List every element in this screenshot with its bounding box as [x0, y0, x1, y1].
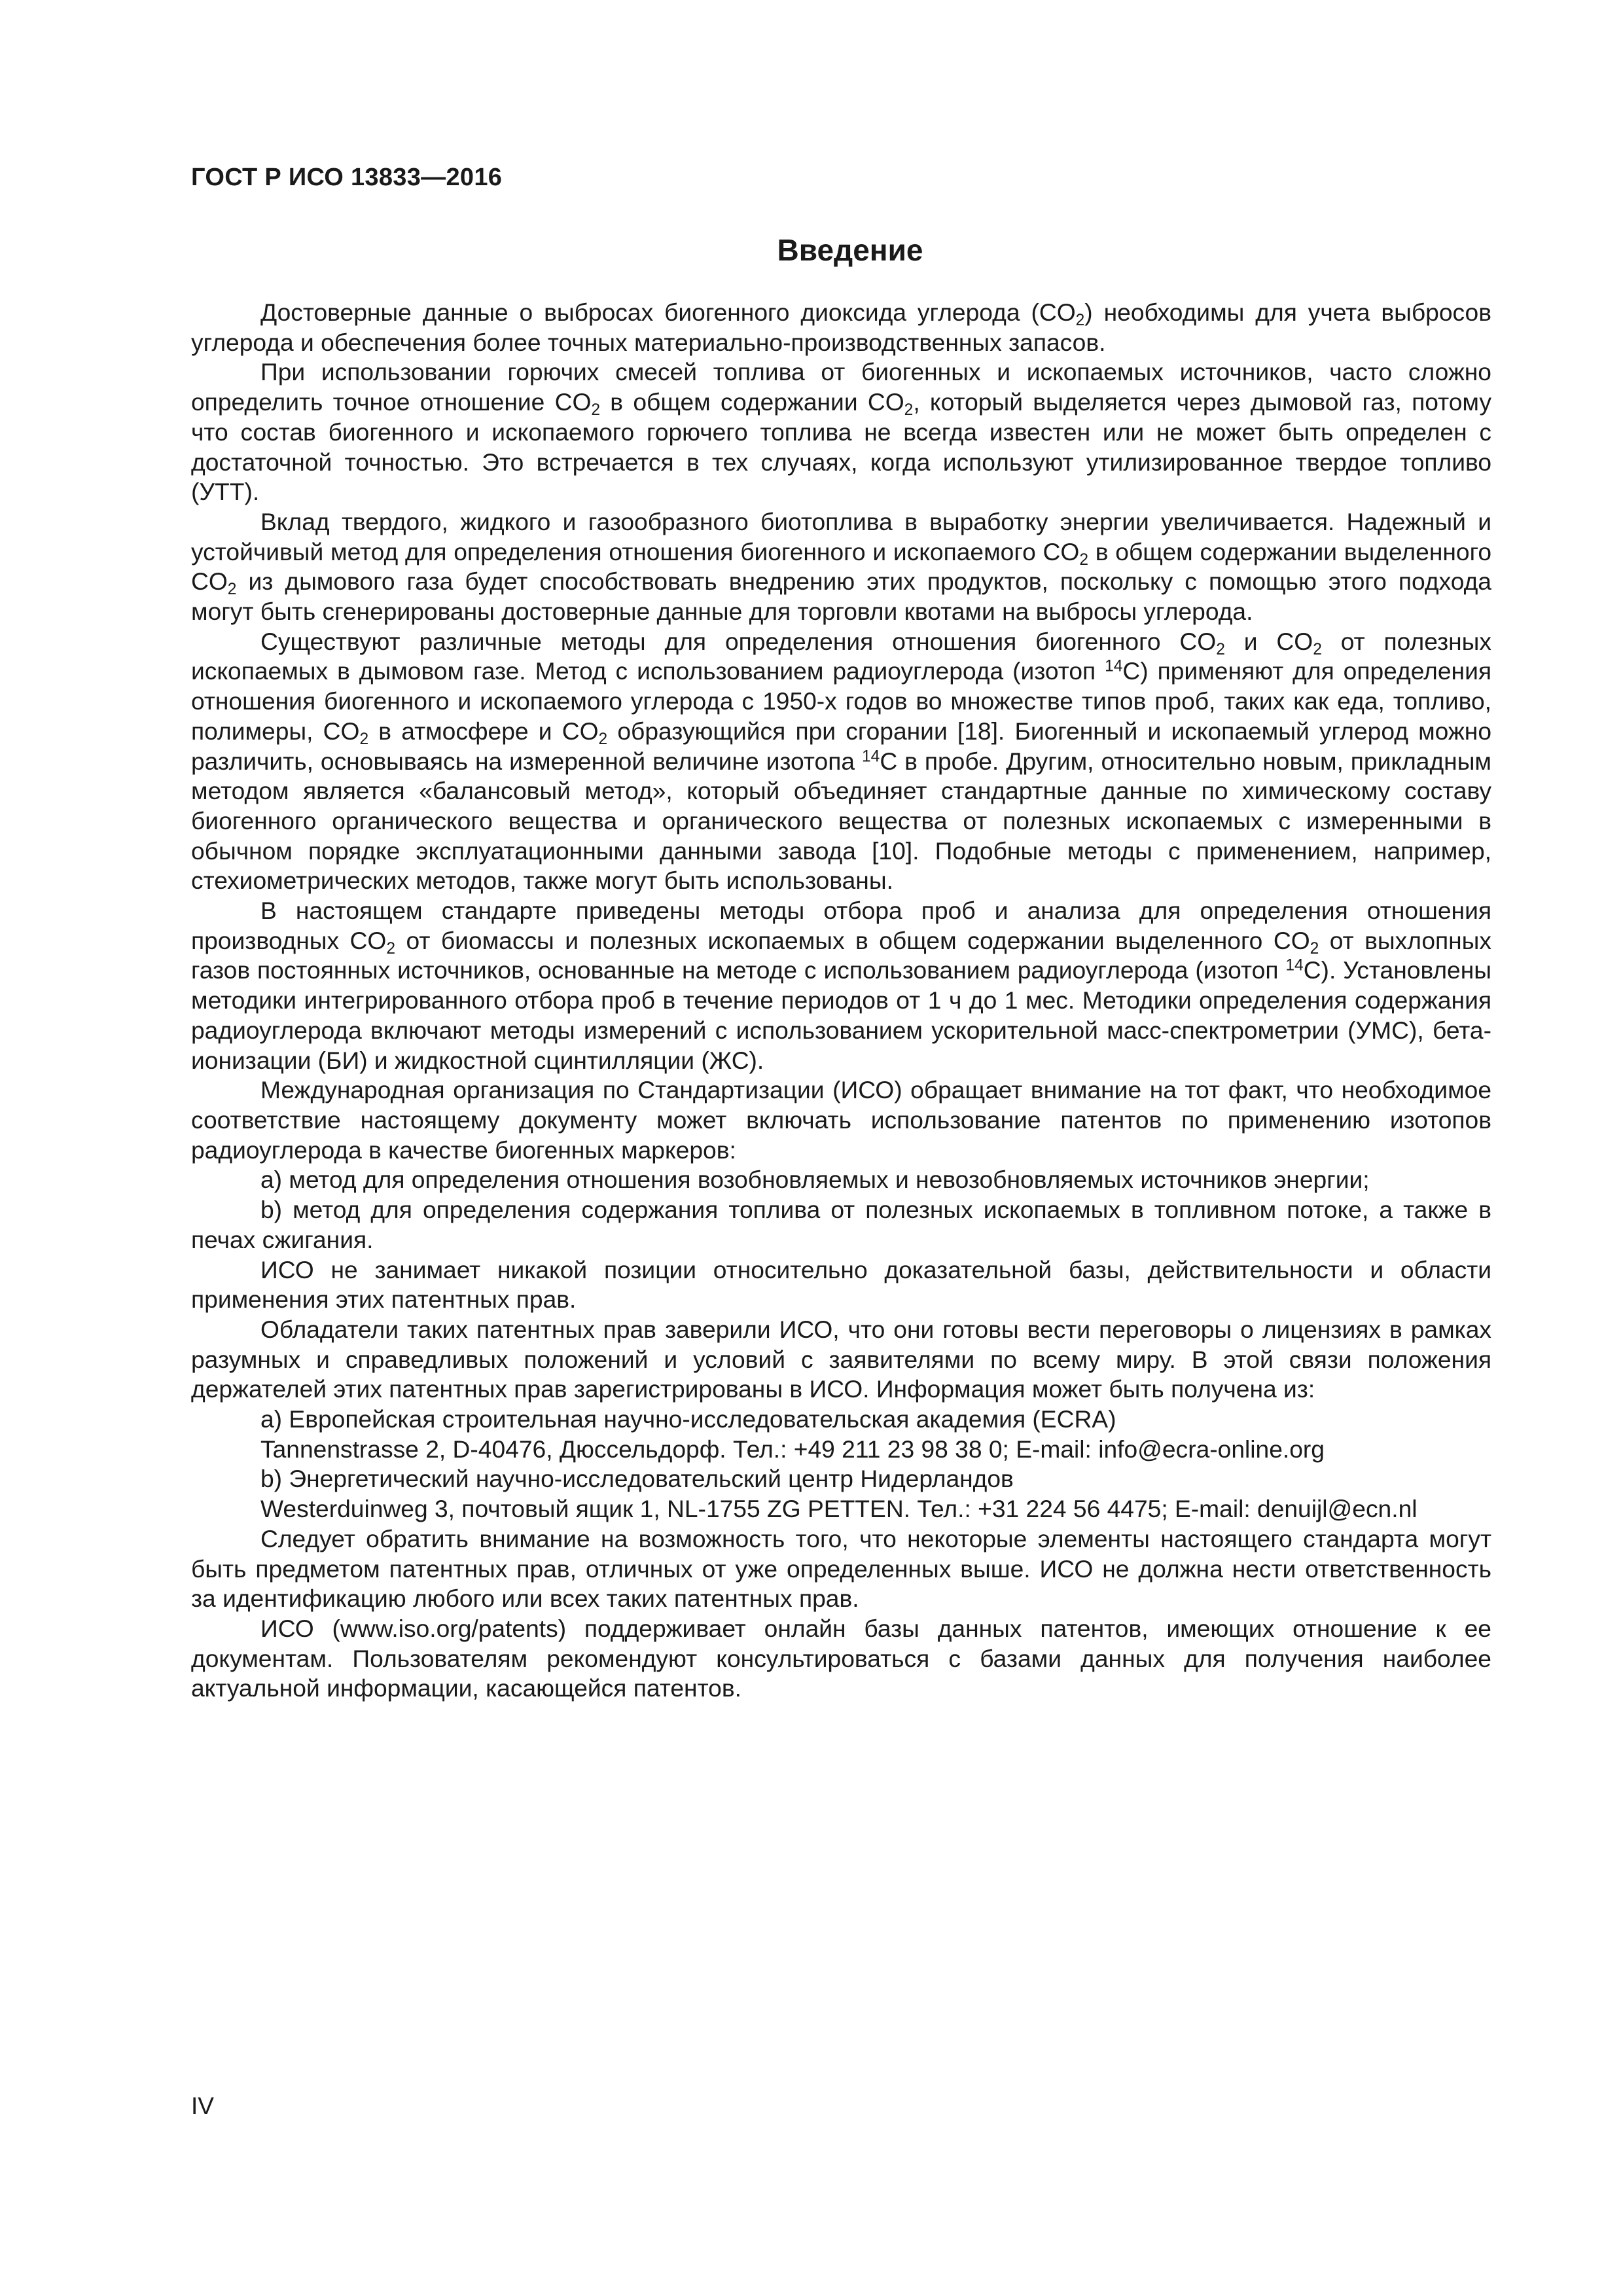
paragraph	[191, 627, 1491, 896]
subscript: 2	[598, 730, 608, 748]
paragraph	[191, 1614, 1491, 1704]
text-run: в атмосфере и CO	[368, 717, 599, 745]
text-run: от полезных ископаемых в дымовом газе. Метод с использованием радиоуглерода (изотоп	[191, 627, 1491, 685]
text-run: Существуют различные методы для определения отношения биогенного CO	[260, 627, 1217, 655]
subscript: 2	[1216, 640, 1225, 658]
text-run: в общем содержании CO	[600, 388, 904, 416]
text-run: Вклад твердого, жидкого и газообразного биотоплива в выработку энергии увеличивается. Надежный и устойчивый метод для определения отношения биогенного и ископаемого CO	[191, 507, 1491, 565]
subscript: 2	[386, 939, 395, 958]
superscript: 14	[1285, 957, 1304, 975]
superscript: 14	[1105, 658, 1123, 676]
paragraph	[191, 1464, 1491, 1494]
text-run: a) Европейская строительная научно-исследовательская академия (ECRA)	[260, 1405, 1116, 1433]
text-run: в общем содержании выделенного CO	[191, 537, 1491, 596]
paragraph	[191, 1405, 1491, 1435]
paragraph	[191, 1315, 1491, 1405]
text-run: Следует обратить внимание на возможность того, что некоторые элементы настоящего стандарта могут быть предметом патентных прав, отличных от уже определенных выше. ИСО не должна нести ответственность за идентификацию любого или всех таких патентных прав.	[191, 1524, 1491, 1613]
text-run: от выхлопных газов постоянных источников, основанные на методе с использованием радиоуглерода (изотоп	[191, 926, 1491, 984]
subscript: 2	[1079, 550, 1088, 569]
paragraph	[191, 357, 1491, 507]
text-run: от биомассы и полезных ископаемых в общем содержании выделенного CO	[395, 926, 1310, 954]
paragraph	[191, 896, 1491, 1075]
subscript: 2	[1310, 939, 1319, 958]
document-header	[191, 164, 502, 192]
text-run: , который выделяется через дымовой газ, потому что состав биогенного и ископаемого горючего топлива не всегда известен или не может быть определен с достаточной точностью. Это встречается в тех случаях, когда используют утилизированное твердое топливо (УТТ).	[191, 388, 1491, 506]
text-run: b) Энергетический научно-исследовательский центр Нидерландов	[260, 1465, 1014, 1493]
page-number: IV	[191, 2092, 214, 2119]
body-text	[191, 298, 1491, 1704]
text-run: и CO	[1224, 627, 1313, 655]
text-run: C). Установлены методики интегрированного отбора проб в течение периодов от 1 ч до 1 мес. Методики определения содержания радиоуглерода включают методы измерений с использованием ускорительной масс-спектрометрии (УМС), бета-ионизации (БИ) и жидкостной сцинтилляции (ЖС).	[191, 956, 1491, 1074]
text-run: C) применяют для определения отношения биогенного и ископаемого углерода с 1950-х годов во множестве типов проб, таких как еда, топливо, полимеры, CO	[191, 657, 1491, 745]
text-run: b) метод для определения содержания топлива от полезных ископаемых в топливном потоке, а также в печах сжигания.	[191, 1196, 1491, 1253]
text-run: Tannenstrasse 2, D-40476, Дюссельдорф. Тел.: +49 211 23 98 38 0; E-mail: info@ecra-online.org	[260, 1435, 1325, 1463]
text-run: a) метод для определения отношения возобновляемых и невозобновляемых источников энергии;	[260, 1166, 1370, 1194]
text-run: ) необходимы для учета выбросов углерода и обеспечения более точных материально-производственных запасов.	[191, 298, 1491, 356]
text-run: Westerduinweg 3, почтовый ящик 1, NL-1755 ZG PETTEN. Тел.: +31 224 56 4475; E-mail: denuijl@ecn.nl	[260, 1495, 1418, 1523]
subscript: 2	[904, 401, 914, 419]
superscript: 14	[862, 747, 880, 766]
section-title: Введение	[777, 233, 923, 267]
subscript: 2	[1313, 640, 1322, 658]
paragraph	[191, 1435, 1491, 1465]
text-run: ИСО не занимает никакой позиции относительно доказательной базы, действительности и области применения этих патентных прав.	[191, 1255, 1491, 1314]
text-run: Обладатели таких патентных прав заверили ИСО, что они готовы вести переговоры о лицензиях в рамках разумных и справедливых положений и условий с заявителями по всему миру. В этой связи положения держателей этих патентных прав зарегистрированы в ИСО. Информация может быть получена из:	[191, 1315, 1491, 1403]
text-run: C в пробе. Другим, относительно новым, прикладным методом является «балансовый метод», который объединяет стандартные данные по химическому составу биогенного органического вещества и органического вещества от полезных ископаемых с измеренными в обычном порядке эксплуатационными данными завода [10]. Подобные методы с применением, например, стехиометрических методов, также могут быть использованы.	[191, 747, 1491, 895]
paragraph	[191, 1165, 1491, 1195]
paragraph	[191, 1255, 1491, 1315]
text-run: При использовании горючих смесей топлива от биогенных и ископаемых источников, часто сложно определить точное отношение CO	[191, 358, 1491, 416]
text-run: В настоящем стандарте приведены методы отбора проб и анализа для определения отношения производных CO	[191, 897, 1491, 954]
paragraph	[191, 1075, 1491, 1165]
paragraph	[191, 1524, 1491, 1614]
subscript: 2	[591, 401, 601, 419]
text-run: ИСО (www.iso.org/patents) поддерживает онлайн базы данных патентов, имеющих отношение к ее документам. Пользователям рекомендуют консультироваться с базами данных для получения наиболее актуальной информации, касающейся патентов.	[191, 1614, 1491, 1702]
text-run: из дымового газа будет способствовать внедрению этих продуктов, поскольку с помощью этого подхода могут быть сгенерированы достоверные данные для торговли квотами на выбросы углерода.	[191, 567, 1491, 626]
subscript: 2	[227, 581, 237, 599]
paragraph	[191, 1494, 1491, 1524]
subscript: 2	[1075, 311, 1085, 329]
paragraph	[191, 1195, 1491, 1255]
paragraph	[191, 298, 1491, 357]
subscript: 2	[359, 730, 369, 748]
standard-code: ГОСТ Р ИСО 13833—2016	[191, 164, 503, 191]
text-run: образующийся при сгорании [18]. Биогенный и ископаемый углерод можно различить, основываясь на измеренной величине изотопа	[191, 717, 1492, 775]
text-run: Международная организация по Стандартизации (ИСО) обращает внимание на тот факт, что необходимое соответствие настоящему документу может включать использование патентов по применению изотопов радиоуглерода в качестве биогенных маркеров:	[191, 1076, 1491, 1164]
paragraph	[191, 507, 1491, 627]
text-run: Достоверные данные о выбросах биогенного диоксида углерода (CO	[260, 298, 1076, 326]
